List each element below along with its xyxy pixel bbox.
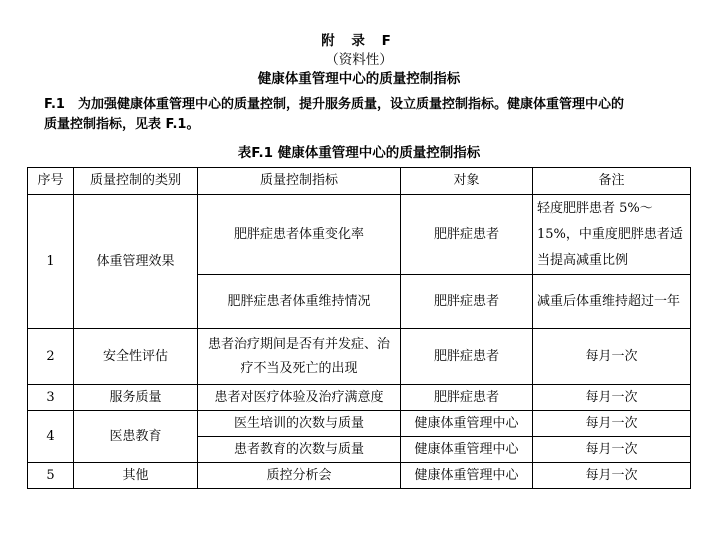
cell-indicator: 肥胖症患者体重维持情况 [198,275,401,329]
appendix-nature: （资料性） [325,52,393,68]
table-row [28,411,691,437]
cell-note: 每月一次 [533,385,691,411]
cell-category: 医患教育 [74,411,198,463]
cell-no: 3 [28,385,74,411]
table-row [28,329,691,385]
cell-category: 服务质量 [74,385,198,411]
cell-indicator: 患者治疗期间是否有并发症、治疗不当及死亡的出现 [198,329,401,385]
cell-note: 每月一次 [533,411,691,437]
cell-category: 其他 [74,463,198,489]
cell-target: 肥胖症患者 [401,275,533,329]
cell-no: 4 [28,411,74,463]
col-header-indicator: 质量控制指标 [198,168,401,195]
cell-category: 安全性评估 [74,329,198,385]
cell-note: 每月一次 [533,329,691,385]
cell-target: 肥胖症患者 [401,195,533,275]
cell-indicator: 患者对医疗体验及治疗满意度 [198,385,401,411]
col-header-target: 对象 [401,168,533,195]
cell-no: 1 [28,195,74,329]
table-row [28,385,691,411]
quality-control-table [27,167,691,489]
cell-indicator: 医生培训的次数与质量 [198,411,401,437]
col-header-no: 序号 [28,168,74,195]
appendix-title: 健康体重管理中心的质量控制指标 [257,71,461,87]
cell-target: 健康体重管理中心 [401,463,533,489]
cell-target: 健康体重管理中心 [401,437,533,463]
cell-no: 5 [28,463,74,489]
cell-category: 体重管理效果 [74,195,198,329]
cell-note: 减重后体重维持超过一年 [533,275,691,329]
cell-note: 每月一次 [533,463,691,489]
cell-target: 肥胖症患者 [401,385,533,411]
table-caption: 表F.1 健康体重管理中心的质量控制指标 [237,145,481,161]
table-header-row [28,168,691,195]
intro-line-1: F.1 为加强健康体重管理中心的质量控制，提升服务质量，设立质量控制指标。健康体重管理中心的 [44,97,624,112]
cell-indicator: 肥胖症患者体重变化率 [198,195,401,275]
table-row [28,463,691,489]
cell-note: 轻度肥胖患者 5%～15%，中重度肥胖患者适当提高减重比例 [533,195,691,275]
cell-target: 肥胖症患者 [401,329,533,385]
cell-indicator: 质控分析会 [198,463,401,489]
intro-line-2: 质量控制指标，见表 F.1。 [44,117,200,132]
table-row [28,195,691,275]
cell-indicator: 患者教育的次数与质量 [198,437,401,463]
cell-no: 2 [28,329,74,385]
col-header-note: 备注 [533,168,691,195]
col-header-category: 质量控制的类别 [74,168,198,195]
appendix-label: 附 录 F [321,33,397,49]
cell-note: 每月一次 [533,437,691,463]
cell-target: 健康体重管理中心 [401,411,533,437]
